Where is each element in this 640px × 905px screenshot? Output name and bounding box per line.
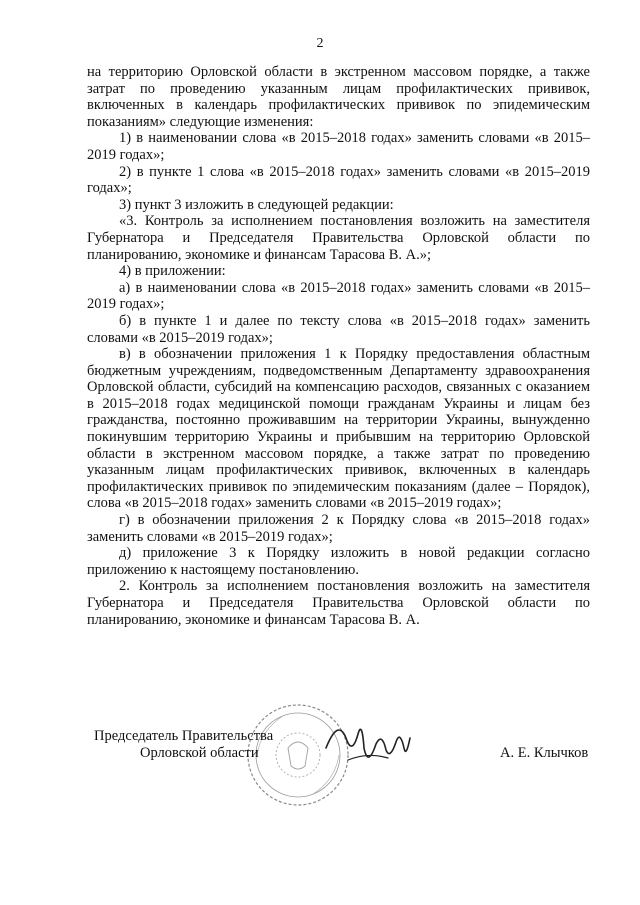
signatory-title-line1: Председатель Правительства [94, 728, 274, 744]
paragraph: б) в пункте 1 и далее по тексту слова «в 2015–2018 годах» заменить словами «в 2015–2019 годах»; [87, 312, 590, 346]
paragraph: г) в обозначении приложения 2 к Порядку слова «в 2015–2018 годах» заменить словами «в 2015–2019 годах»; [87, 512, 590, 545]
signatory-title-line2: Орловской области [140, 745, 259, 761]
paragraph: а) в наименовании слова «в 2015–2018 годах» заменить словами «в 2015–2019 годах»; [87, 279, 590, 313]
paragraph: 4) в приложении: [119, 263, 226, 280]
paragraph: «3. Контроль за исполнением постановления возложить на заместителя Губернатора и Председателя Правительства Орловской области по планированию, экономике и финансам Тарасова В. А.»; [87, 213, 590, 263]
signatory-name: А. Е. Клычков [500, 745, 589, 761]
paragraph: 3) пункт 3 изложить в следующей редакции: [119, 196, 394, 213]
handwritten-signature [318, 708, 418, 778]
paragraph: в) в обозначении приложения 1 к Порядку предоставления областным бюджетным учреждениям, подведомственным Департаменту здравоохранения Орловской области, субсидий на компенсацию расходов, связанных с оказанием в 2015–2018 годах медицинской помощи гражданам Украины и лицам без гражданства, постоянно проживавшим на территории Украины, вынужденно покинувшим территорию Украины и прибывшим на территорию Орловской области в экстренном массовом порядке, а также затрат по проведению указанным лицам профилактических прививок, включенных в календарь профилактических прививок по эпидемическим показаниям (далее – Порядок), слова «в 2015–2018 годах» заменить словами «в 2015–2019 годах»; [87, 346, 590, 512]
document-body [87, 64, 590, 628]
paragraph: 2. Контроль за исполнением постановления возложить на заместителя Губернатора и Председателя Правительства Орловской области по планированию, экономике и финансам Тарасова В. А. [87, 578, 590, 628]
paragraph: д) приложение 3 к Порядку изложить в новой редакции согласно приложению к настоящему постановлению. [87, 545, 590, 578]
page-number: 2 [316, 36, 324, 51]
paragraph: 2) в пункте 1 слова «в 2015–2018 годах» заменить словами «в 2015–2019 годах»; [87, 163, 590, 197]
paragraph: на территорию Орловской области в экстренном массовом порядке, а также затрат по проведению указанным лицам профилактических прививок, включенных в календарь профилактических прививок по эпидемическим показаниям» следующие изменения: [87, 64, 590, 130]
paragraph: 1) в наименовании слова «в 2015–2018 годах» заменить словами «в 2015–2019 годах»; [87, 130, 590, 163]
